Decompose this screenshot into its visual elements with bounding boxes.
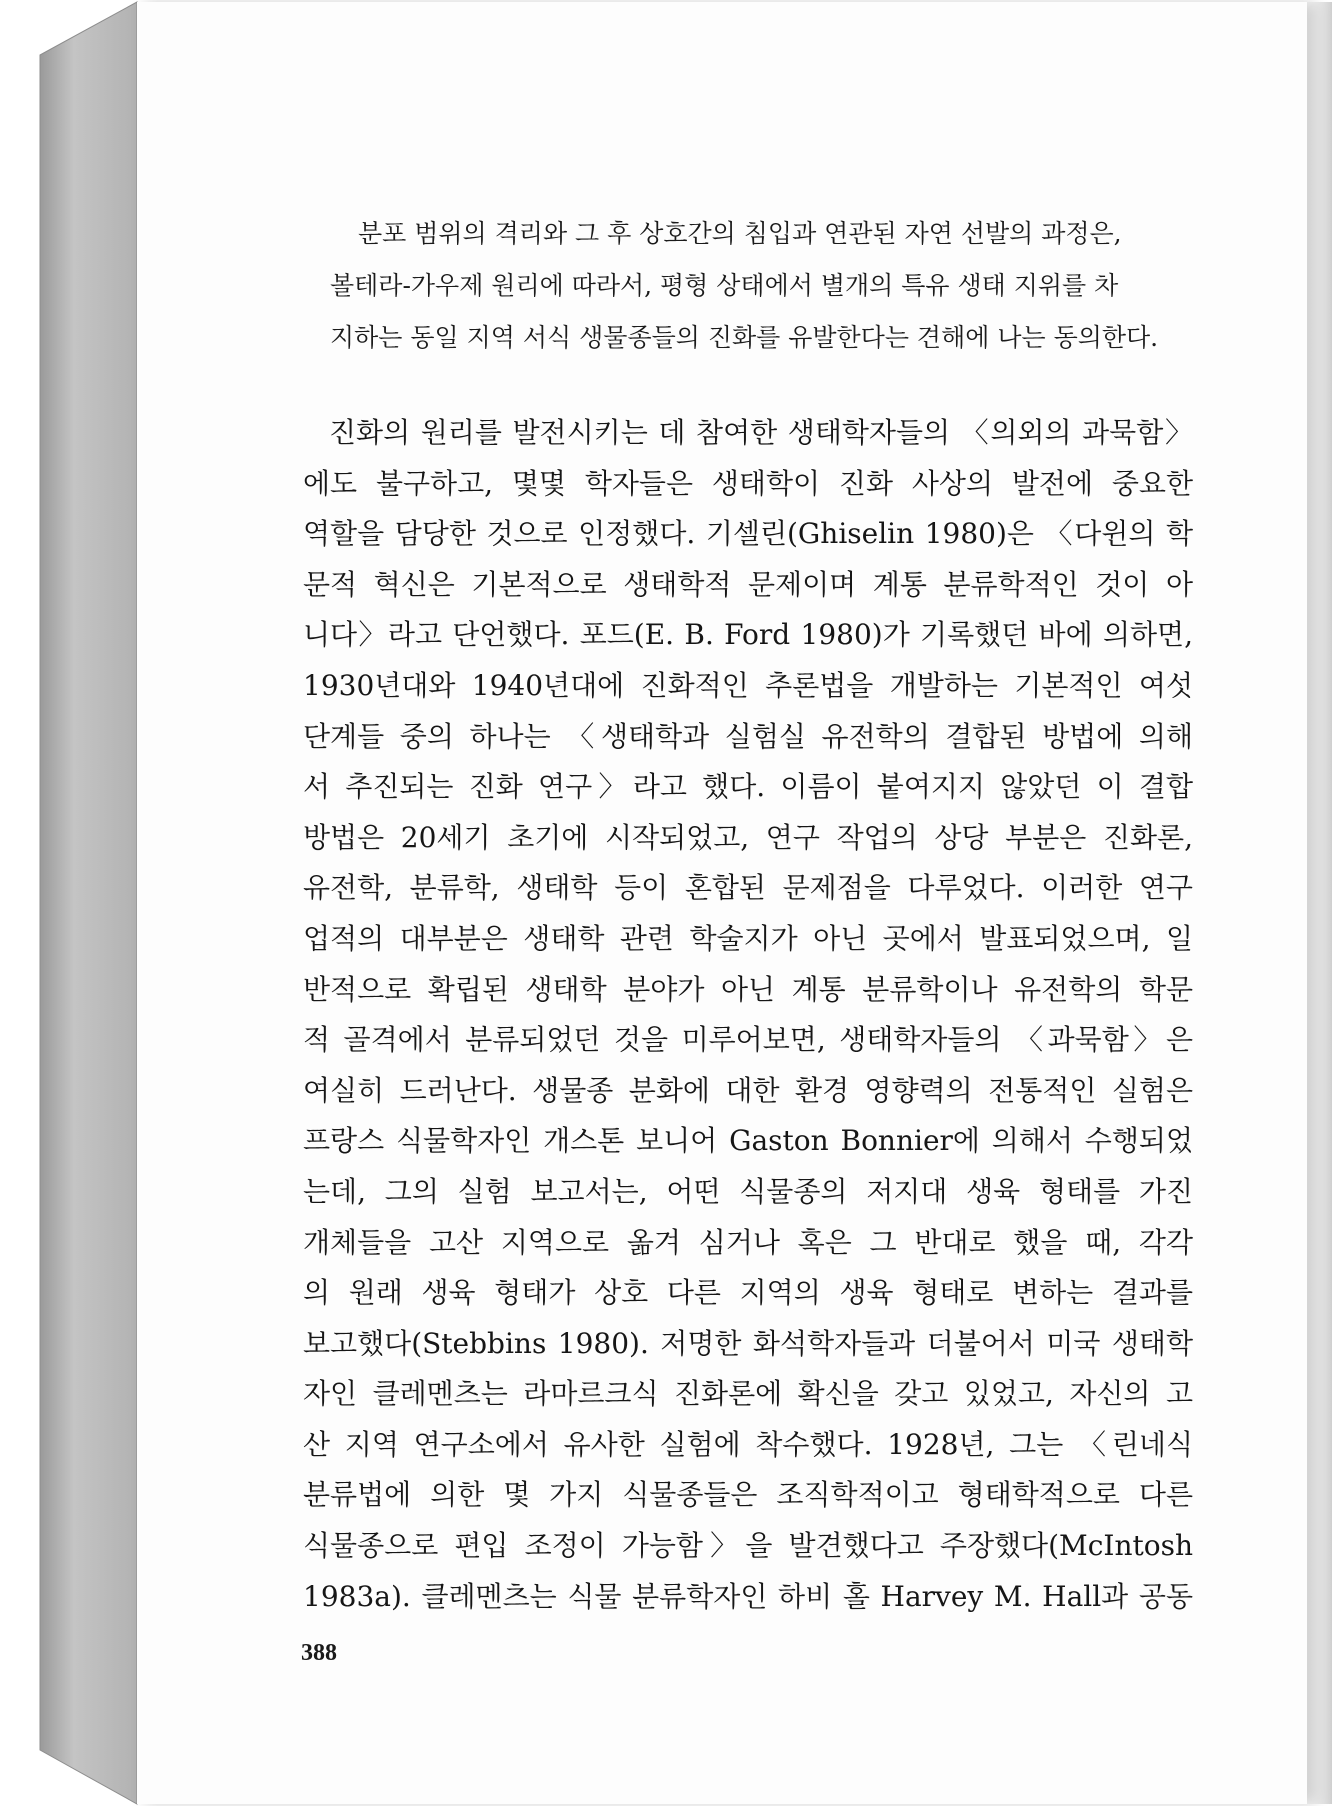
text-line: 반적으로 확립된 생태학 분야가 아닌 계통 분류학이나 유전학의 학문 xyxy=(303,972,1193,1006)
text-line: 에도 불구하고, 몇몇 학자들은 생태학이 진화 사상의 발전에 중요한 xyxy=(303,466,1193,500)
quote-line: 지하는 동일 지역 서식 생물종들의 진화를 유발한다는 견해에 나는 동의한다. xyxy=(330,323,1159,352)
text-line: 개체들을 고산 지역으로 옮겨 심거나 혹은 그 반대로 했을 때, 각각 xyxy=(303,1225,1193,1259)
quote-line: 볼테라-가우제 원리에 따라서, 평형 상태에서 별개의 특유 생태 지위를 차 xyxy=(330,271,1119,300)
text-line: 문적 혁신은 기본적으로 생태학적 문제이며 계통 분류학적인 것이 아 xyxy=(303,567,1193,601)
text-line: 단계들 중의 하나는 〈생태학과 실험실 유전학의 결합된 방법에 의해 xyxy=(303,719,1193,753)
page-number: 388 xyxy=(301,1640,337,1666)
text-line: 방법은 20세기 초기에 시작되었고, 연구 작업의 상당 부분은 진화론, xyxy=(303,820,1193,854)
text-line: 니다〉라고 단언했다. 포드(E. B. Ford 1980)가 기록했던 바에 의하면, xyxy=(303,618,1193,652)
text-line: 적 골격에서 분류되었던 것을 미루어보면, 생태학자들의 〈과묵함〉은 xyxy=(303,1023,1193,1057)
text-line: 산 지역 연구소에서 유사한 실험에 착수했다. 1928년, 그는 〈린네식 xyxy=(303,1427,1193,1461)
text-line: 역할을 담당한 것으로 인정했다. 기셀린(Ghiselin 1980)은 〈다윈의 학 xyxy=(303,517,1193,551)
text-line: 1983a). 클레멘츠는 식물 분류학자인 하비 홀 Harvey M. Hall과 공동 xyxy=(303,1579,1193,1613)
text-line: 1930년대와 1940년대에 진화적인 추론법을 개발하는 기본적인 여섯 xyxy=(303,668,1193,702)
text-line: 진화의 원리를 발전시키는 데 참여한 생태학자들의 〈의외의 과묵함〉 xyxy=(329,416,1193,449)
text-line: 서 추진되는 진화 연구〉라고 했다. 이름이 붙여지지 않았던 이 결합 xyxy=(303,770,1193,804)
text-line: 는데, 그의 실험 보고서는, 어떤 식물종의 저지대 생육 형태를 가진 xyxy=(303,1174,1193,1208)
text-line: 식물종으로 편입 조정이 가능함〉을 발견했다고 주장했다(McIntosh xyxy=(303,1529,1193,1563)
text-line: 의 원래 생육 형태가 상호 다른 지역의 생육 형태로 변하는 결과를 xyxy=(303,1276,1193,1310)
text-line: 여실히 드러난다. 생물종 분화에 대한 환경 영향력의 전통적인 실험은 xyxy=(303,1073,1193,1107)
text-line: 업적의 대부분은 생태학 관련 학술지가 아닌 곳에서 발표되었으며, 일 xyxy=(303,921,1193,955)
text-line: 유전학, 분류학, 생태학 등이 혼합된 문제점을 다루었다. 이러한 연구 xyxy=(303,871,1193,905)
body-paragraph xyxy=(303,408,1193,1622)
text-line: 자인 클레멘츠는 라마르크식 진화론에 확신을 갖고 있었고, 자신의 고 xyxy=(303,1377,1193,1411)
text-line: 프랑스 식물학자인 개스톤 보니어 Gaston Bonnier에 의해서 수행되었 xyxy=(303,1124,1193,1158)
block-quote xyxy=(330,208,1190,364)
text-line: 분류법에 의한 몇 가지 식물종들은 조직학적이고 형태학적으로 다른 xyxy=(303,1478,1193,1512)
quote-line: 분포 범위의 격리와 그 후 상호간의 침입과 연관된 자연 선발의 과정은, xyxy=(358,219,1122,248)
text-line: 보고했다(Stebbins 1980). 저명한 화석학자들과 더불어서 미국 생태학 xyxy=(303,1326,1193,1360)
